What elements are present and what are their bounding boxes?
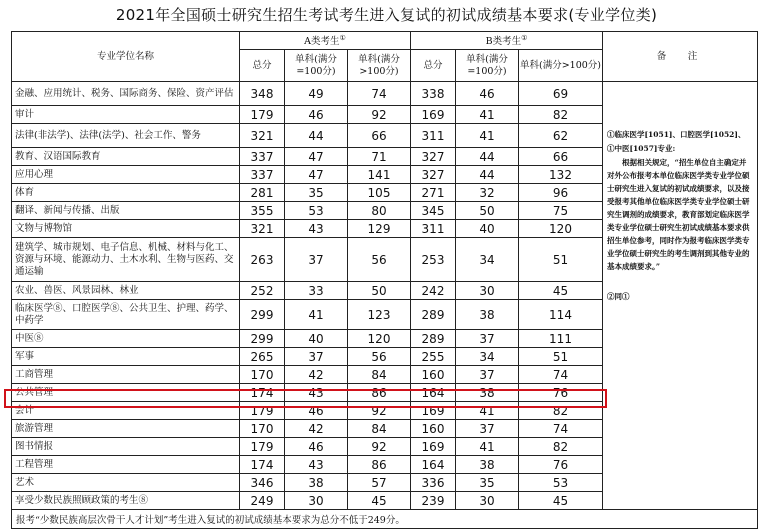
score-cell: 170 (240, 420, 285, 438)
header-remarks: 备 注 (603, 32, 758, 82)
score-cell: 321 (240, 124, 285, 148)
score-cell: 35 (456, 474, 519, 492)
score-cell: 38 (456, 456, 519, 474)
header-major-name: 专业学位名称 (12, 32, 240, 82)
score-cell: 35 (285, 184, 348, 202)
score-cell: 170 (240, 366, 285, 384)
score-cell: 92 (348, 438, 411, 456)
major-name-cell: 艺术 (12, 474, 240, 492)
score-cell: 179 (240, 106, 285, 124)
score-cell: 82 (519, 106, 603, 124)
score-cell: 160 (411, 366, 456, 384)
score-cell: 38 (456, 300, 519, 330)
score-cell: 337 (240, 148, 285, 166)
score-cell: 49 (285, 82, 348, 106)
score-cell: 57 (348, 474, 411, 492)
major-name-cell: 图书情报 (12, 438, 240, 456)
score-cell: 44 (285, 124, 348, 148)
score-cell: 169 (411, 106, 456, 124)
score-cell: 239 (411, 492, 456, 510)
score-cell: 42 (285, 366, 348, 384)
score-cell: 327 (411, 166, 456, 184)
table-row (12, 82, 758, 106)
header-a-total: 总分 (240, 50, 285, 82)
score-cell: 37 (285, 348, 348, 366)
score-table (11, 31, 758, 529)
score-cell: 50 (456, 202, 519, 220)
score-cell: 69 (519, 82, 603, 106)
score-cell: 45 (519, 282, 603, 300)
score-cell: 355 (240, 202, 285, 220)
score-cell: 327 (411, 148, 456, 166)
score-cell: 47 (285, 166, 348, 184)
major-name-cell: 法律(非法学)、法律(法学)、社会工作、警务 (12, 124, 240, 148)
score-cell: 76 (519, 384, 603, 402)
footer-note: 报考“少数民族高层次骨干人才计划”考生进入复试的初试成绩基本要求为总分不低于249分。 (12, 510, 758, 529)
score-cell: 242 (411, 282, 456, 300)
header-a-single-gt100: 单科(满分>100分) (348, 50, 411, 82)
score-cell: 111 (519, 330, 603, 348)
footer-row (12, 510, 758, 529)
score-cell: 43 (285, 456, 348, 474)
score-cell: 96 (519, 184, 603, 202)
remarks-body: 根据相关规定，“招生单位自主确定并对外公布报考本单位临床医学类专业学位硕士研究生进入复试的初试成绩要求，以及接受报考其他单位临床医学类专业学位硕士研究生调剂的成绩要求，教育部划定临床医学类专业学位硕士研究生初试成绩基本要求供招生单位参考，同时作为报考临床医学类专业学位硕士研究生的考生调剂到其他专业的基本成绩要求。” (607, 158, 750, 271)
score-cell: 41 (456, 438, 519, 456)
score-cell: 37 (456, 330, 519, 348)
score-cell: 71 (348, 148, 411, 166)
score-cell: 38 (456, 384, 519, 402)
score-cell: 41 (285, 300, 348, 330)
score-cell: 337 (240, 166, 285, 184)
score-cell: 311 (411, 124, 456, 148)
score-cell: 50 (348, 282, 411, 300)
score-cell: 141 (348, 166, 411, 184)
remarks-line: ①临床医学[1051]、口腔医学[1052]、 (607, 130, 746, 139)
score-cell: 74 (348, 82, 411, 106)
score-cell: 84 (348, 420, 411, 438)
score-cell: 33 (285, 282, 348, 300)
score-cell: 56 (348, 238, 411, 282)
score-cell: 82 (519, 402, 603, 420)
score-cell: 34 (456, 348, 519, 366)
score-cell: 120 (519, 220, 603, 238)
major-name-cell: 体育 (12, 184, 240, 202)
score-cell: 46 (285, 438, 348, 456)
score-cell: 179 (240, 438, 285, 456)
score-cell: 43 (285, 384, 348, 402)
header-b-single-100: 单科(满分=100分) (456, 50, 519, 82)
score-cell: 169 (411, 438, 456, 456)
major-name-cell: 中医⑧ (12, 330, 240, 348)
score-cell: 30 (456, 492, 519, 510)
score-cell: 42 (285, 420, 348, 438)
score-cell: 299 (240, 330, 285, 348)
header-a-group: A类考生① (240, 32, 411, 50)
score-cell: 92 (348, 402, 411, 420)
major-name-cell: 工程管理 (12, 456, 240, 474)
major-name-cell: 军事 (12, 348, 240, 366)
score-cell: 47 (285, 148, 348, 166)
major-name-cell: 金融、应用统计、税务、国际商务、保险、资产评估 (12, 82, 240, 106)
score-cell: 62 (519, 124, 603, 148)
score-cell: 86 (348, 456, 411, 474)
header-row-groups (12, 32, 758, 50)
major-name-cell: 会计 (12, 402, 240, 420)
score-cell: 37 (456, 420, 519, 438)
score-cell: 80 (348, 202, 411, 220)
score-cell: 34 (456, 238, 519, 282)
header-b-group: B类考生① (411, 32, 603, 50)
score-cell: 129 (348, 220, 411, 238)
score-cell: 253 (411, 238, 456, 282)
score-cell: 46 (456, 82, 519, 106)
score-cell: 92 (348, 106, 411, 124)
score-cell: 41 (456, 124, 519, 148)
major-name-cell: 建筑学、城市规划、电子信息、机械、材料与化工、资源与环境、能源动力、土木水利、生物与医药、交通运输 (12, 238, 240, 282)
score-cell: 164 (411, 384, 456, 402)
score-cell: 44 (456, 148, 519, 166)
score-cell: 56 (348, 348, 411, 366)
score-cell: 37 (456, 366, 519, 384)
score-cell: 32 (456, 184, 519, 202)
score-cell: 132 (519, 166, 603, 184)
score-cell: 75 (519, 202, 603, 220)
major-name-cell: 公共管理 (12, 384, 240, 402)
major-name-cell: 临床医学⑧、口腔医学⑧、公共卫生、护理、药学、中药学 (12, 300, 240, 330)
major-name-cell: 翻译、新闻与传播、出版 (12, 202, 240, 220)
score-cell: 41 (456, 402, 519, 420)
score-cell: 299 (240, 300, 285, 330)
score-cell: 37 (285, 238, 348, 282)
major-name-cell: 教育、汉语国际教育 (12, 148, 240, 166)
score-cell: 43 (285, 220, 348, 238)
score-cell: 41 (456, 106, 519, 124)
score-cell: 114 (519, 300, 603, 330)
score-cell: 169 (411, 402, 456, 420)
score-cell: 271 (411, 184, 456, 202)
score-cell: 30 (456, 282, 519, 300)
score-cell: 40 (456, 220, 519, 238)
score-cell: 66 (519, 148, 603, 166)
remarks-line: ①中医[1057]专业: (607, 144, 676, 153)
score-cell: 46 (285, 402, 348, 420)
major-name-cell: 旅游管理 (12, 420, 240, 438)
major-name-cell: 文物与博物馆 (12, 220, 240, 238)
score-cell: 164 (411, 456, 456, 474)
score-cell: 321 (240, 220, 285, 238)
score-cell: 123 (348, 300, 411, 330)
score-cell: 346 (240, 474, 285, 492)
score-cell: 179 (240, 402, 285, 420)
score-cell: 345 (411, 202, 456, 220)
score-cell: 348 (240, 82, 285, 106)
remarks-cell (603, 82, 758, 510)
score-cell: 174 (240, 456, 285, 474)
score-cell: 338 (411, 82, 456, 106)
score-cell: 30 (285, 492, 348, 510)
score-cell: 255 (411, 348, 456, 366)
score-cell: 45 (519, 492, 603, 510)
score-cell: 51 (519, 238, 603, 282)
score-cell: 86 (348, 384, 411, 402)
score-cell: 53 (519, 474, 603, 492)
document-title: 2021年全国硕士研究生招生考试考生进入复试的初试成绩基本要求(专业学位类) (115, 6, 658, 24)
major-name-cell: 应用心理 (12, 166, 240, 184)
score-cell: 74 (519, 420, 603, 438)
score-cell: 84 (348, 366, 411, 384)
header-b-total: 总分 (411, 50, 456, 82)
score-cell: 51 (519, 348, 603, 366)
major-name-cell: 工商管理 (12, 366, 240, 384)
score-cell: 160 (411, 420, 456, 438)
score-cell: 105 (348, 184, 411, 202)
score-cell: 263 (240, 238, 285, 282)
score-cell: 82 (519, 438, 603, 456)
score-table-sheet (11, 31, 758, 529)
score-cell: 311 (411, 220, 456, 238)
score-cell: 265 (240, 348, 285, 366)
score-cell: 289 (411, 330, 456, 348)
major-name-cell: 享受少数民族照顾政策的考生⑧ (12, 492, 240, 510)
score-cell: 281 (240, 184, 285, 202)
score-cell: 289 (411, 300, 456, 330)
score-cell: 336 (411, 474, 456, 492)
major-name-cell: 农业、兽医、风景园林、林业 (12, 282, 240, 300)
score-cell: 53 (285, 202, 348, 220)
score-cell: 66 (348, 124, 411, 148)
score-cell: 174 (240, 384, 285, 402)
score-cell: 252 (240, 282, 285, 300)
score-cell: 38 (285, 474, 348, 492)
score-table-body (12, 32, 758, 529)
major-name-cell: 审计 (12, 106, 240, 124)
remarks-line: ②同① (607, 292, 630, 301)
score-cell: 76 (519, 456, 603, 474)
header-b-single-gt100: 单科(满分>100分) (519, 50, 603, 82)
score-cell: 40 (285, 330, 348, 348)
score-cell: 249 (240, 492, 285, 510)
score-cell: 74 (519, 366, 603, 384)
score-cell: 120 (348, 330, 411, 348)
header-a-single-100: 单科(满分=100分) (285, 50, 348, 82)
score-cell: 45 (348, 492, 411, 510)
score-cell: 46 (285, 106, 348, 124)
score-cell: 44 (456, 166, 519, 184)
